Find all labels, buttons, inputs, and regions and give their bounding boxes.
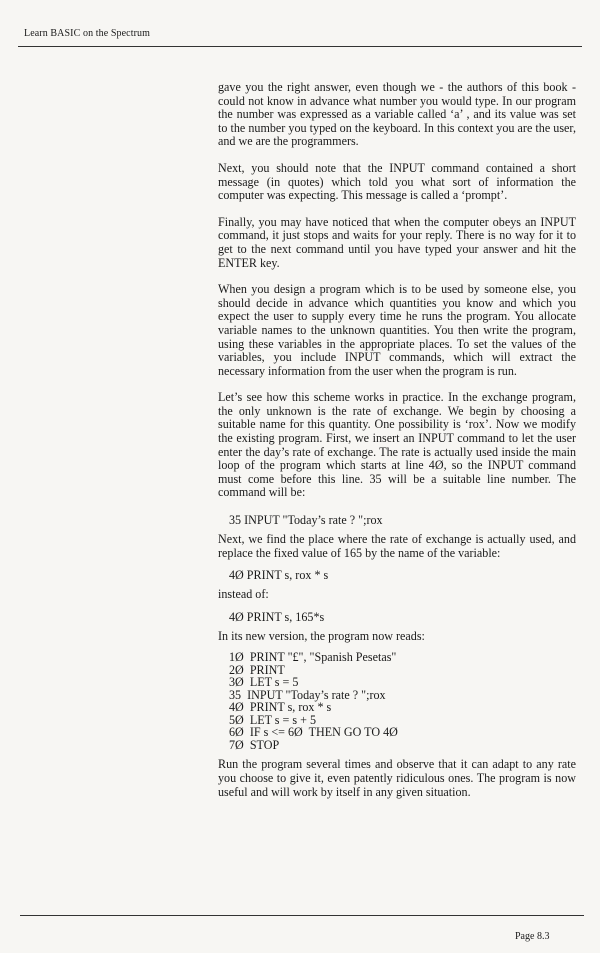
listing-line: 2Ø PRINT <box>229 662 285 677</box>
listing-line: 4Ø PRINT s, rox * s <box>229 700 332 715</box>
paragraph-1: gave you the right answer, even though we - the authors of this book - could not know in advance what number you would type. In our program the number was expressed as a variable called ‘a’ , and its value was set to the number you typed on the keyboard. In this context you are the user, and we are the programmers. <box>218 80 576 149</box>
listing-line: 3Ø LET s = 5 <box>229 675 299 690</box>
program-listing <box>229 651 576 751</box>
page-number: Page 8.3 <box>515 931 550 942</box>
listing-line: 5Ø LET s = s + 5 <box>229 712 316 727</box>
listing-line: 7Ø STOP <box>229 737 280 752</box>
listing-line: 1Ø PRINT "£", "Spanish Pesetas" <box>229 650 397 665</box>
paragraph-2: Next, you should note that the INPUT command contained a short message (in quotes) which told you what sort of information the computer was expecting. This message is called a ‘prompt’. <box>218 160 576 203</box>
running-header: Learn BASIC on the Spectrum <box>24 28 151 39</box>
paragraph-6: Next, we find the place where the rate of exchange is actually used, and replace the fixed value of 165 by the name of the variable: <box>218 532 576 560</box>
listing-line: 35 INPUT "Today’s rate ? ";rox <box>229 687 386 702</box>
page-body <box>218 81 576 812</box>
paragraph-8: In its new version, the program now reads: <box>218 628 425 643</box>
code-line-old: 4Ø PRINT s, 165*s <box>229 609 325 624</box>
code-line-new: 4Ø PRINT s, rox * s <box>229 568 329 583</box>
paragraph-9: Run the program several times and observe that it can adapt to any rate you choose to give it, even patently ridiculous ones. The program is now useful and will work by itself in any given situation. <box>218 757 576 799</box>
paragraph-5: Let’s see how this scheme works in practice. In the exchange program, the only unknown is the rate of exchange. We begin by choosing a suitable name for this quantity. One possibility is ‘rox’. Now we modify the existing program. First, we insert an INPUT command to let the user enter the day’s rate of exchange. The rate is actually used inside the main loop of the program which starts at line 4Ø, so the INPUT command must come before this line. 35 will be a suitable line number. The command will be: <box>218 390 576 500</box>
paragraph-4: When you design a program which is to be used by someone else, you should decide in advance which quantities you know and which you expect the user to supply every time he runs the program. You allocate variable names to the unknown quantities. You then write the program, using these variables in the appropriate places. To set the values of the variables, you include INPUT commands, which will extract the necessary information from the user when the program is run. <box>218 282 576 378</box>
paragraph-7: instead of: <box>218 587 269 602</box>
listing-line: 6Ø IF s <= 6Ø THEN GO TO 4Ø <box>229 725 398 740</box>
code-line-input: 35 INPUT "Today’s rate ? ";rox <box>229 513 383 528</box>
footer-rule <box>20 915 584 916</box>
paragraph-3: Finally, you may have noticed that when the computer obeys an INPUT command, it just stops and waits for your reply. There is no way for it to get to the next command until you have typed your answer and hit the ENTER key. <box>218 214 576 270</box>
header-rule <box>18 46 582 47</box>
